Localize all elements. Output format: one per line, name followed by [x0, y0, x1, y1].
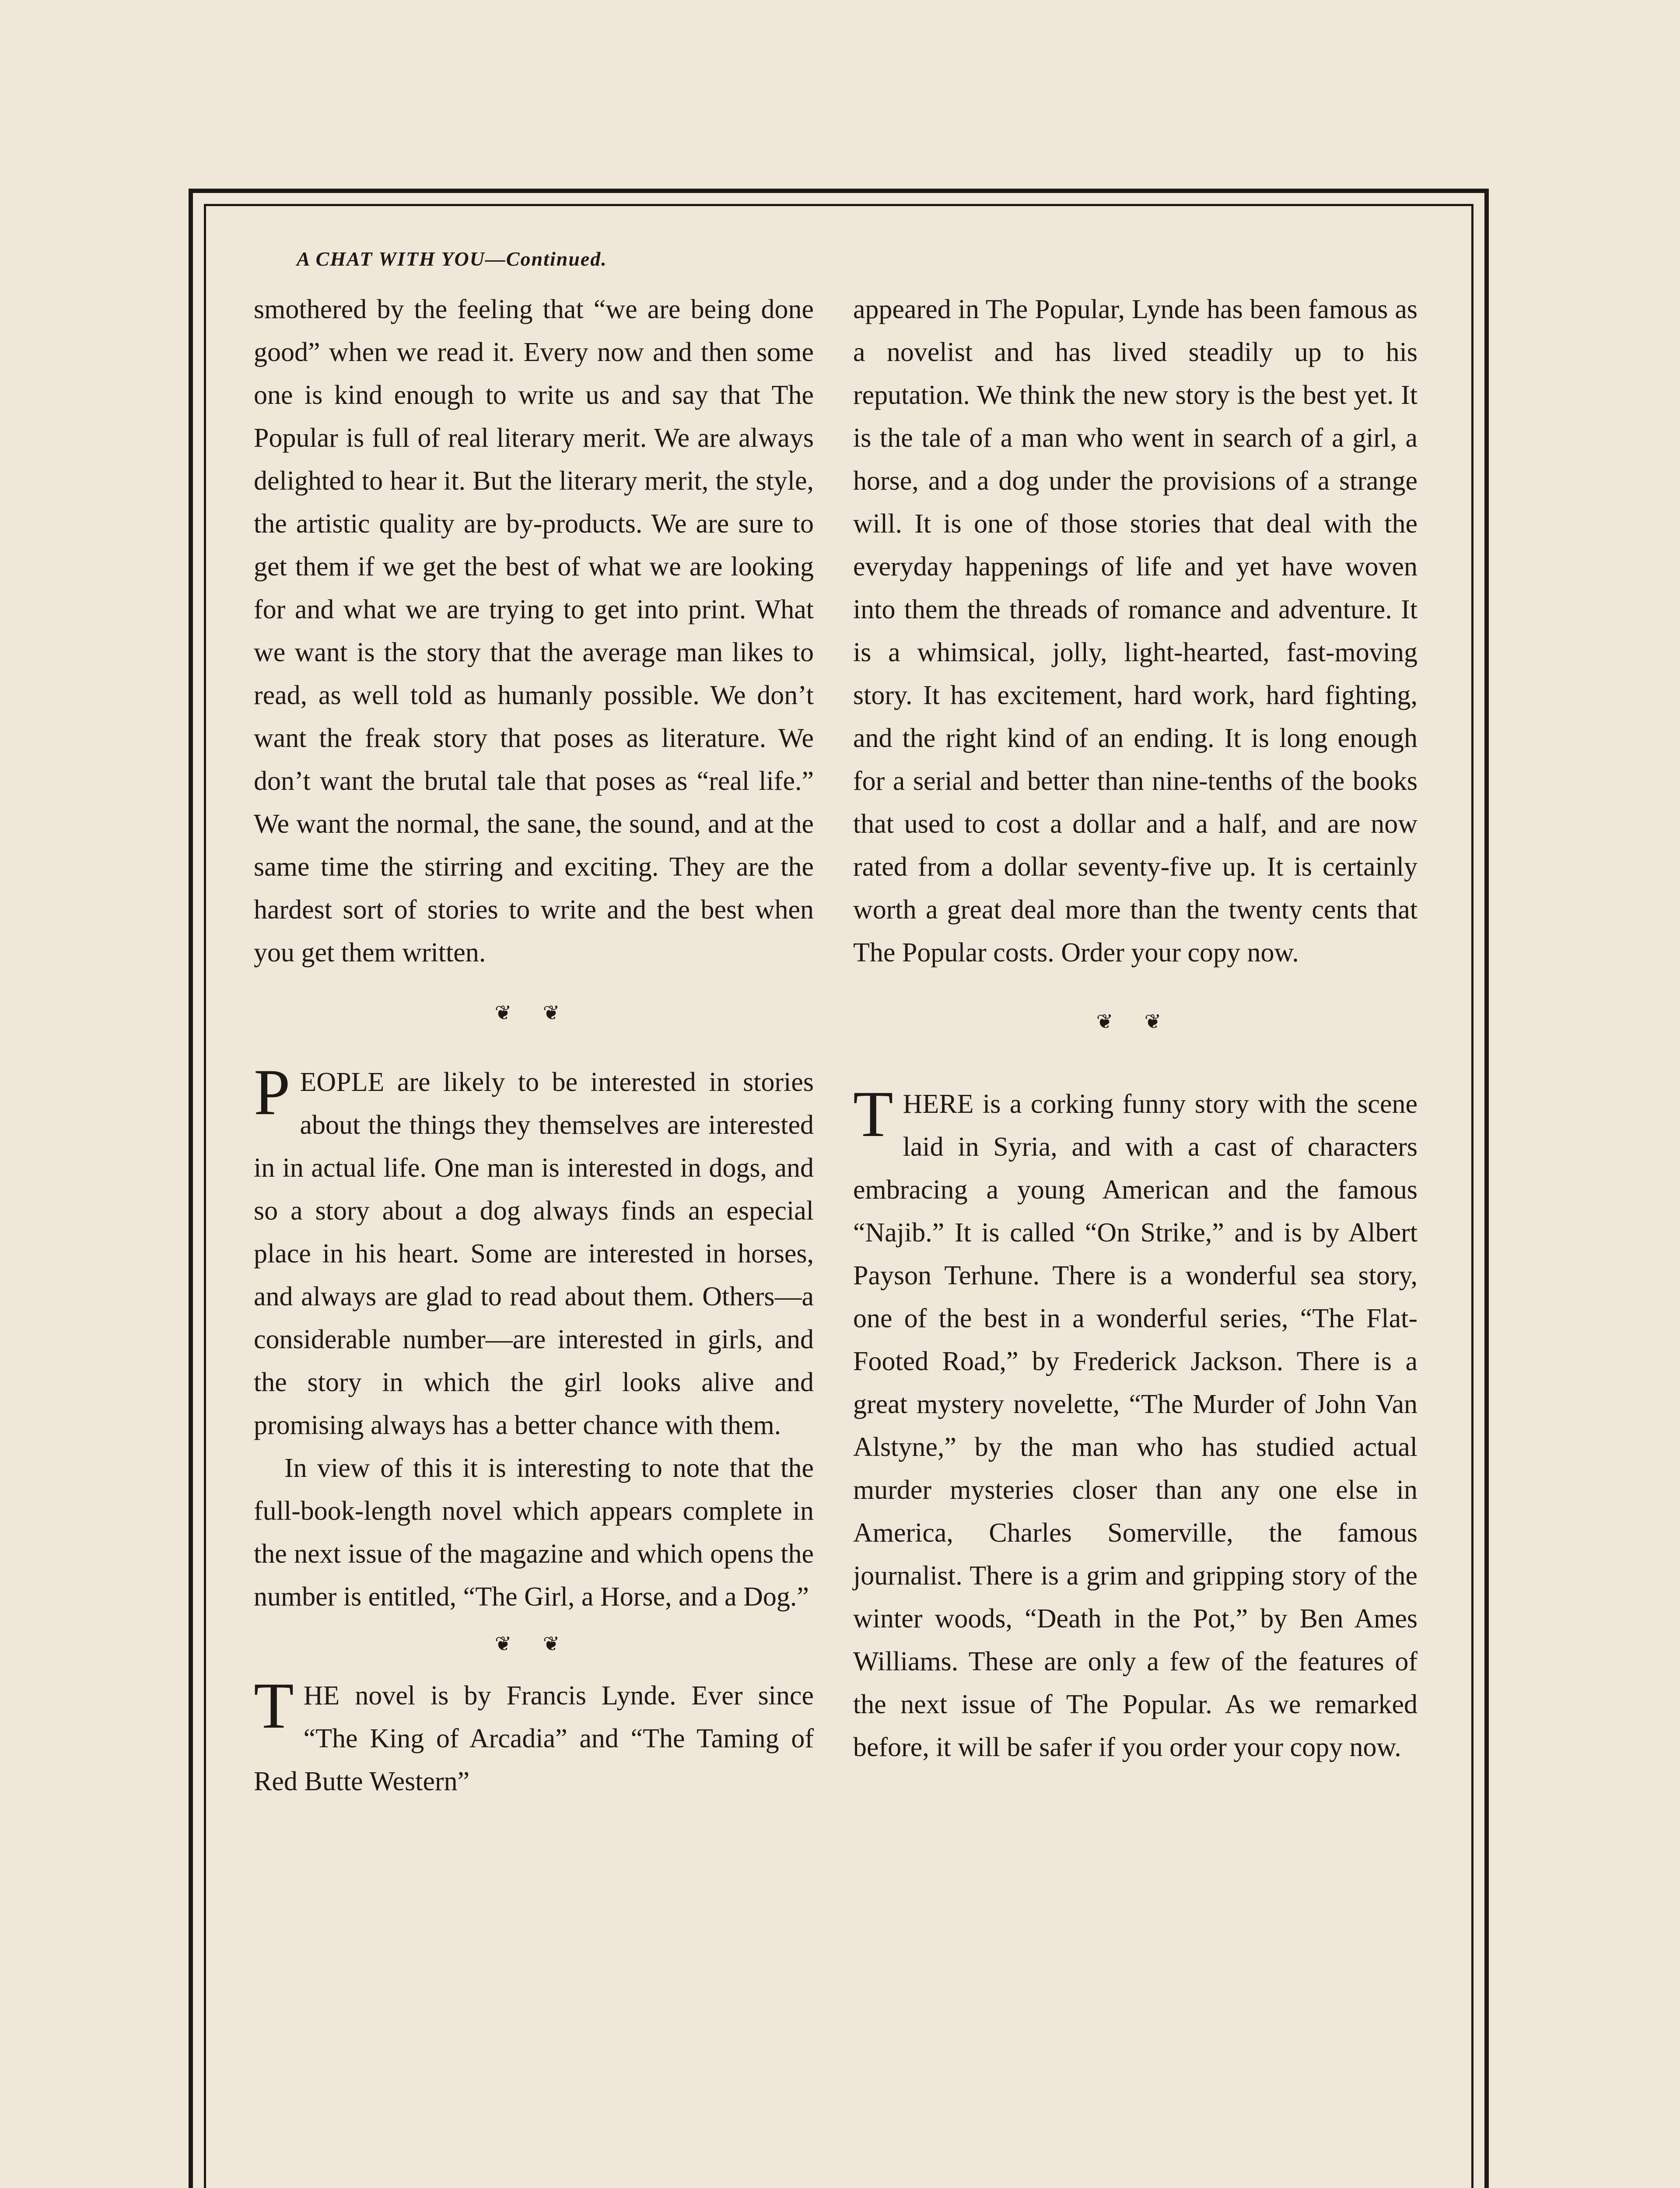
ornament-divider: ❦ ❦ — [494, 1002, 573, 1024]
drop-cap: T — [853, 1078, 893, 1150]
paragraph-text: EOPLE are likely to be interested in stories about the things they themselves are interested in in actual life. One man is interested in dogs, and so a story about a dog always finds an especial place in his heart. Some are interested in horses, and always are glad to read about them. Others—a considerable number—are interested in girls, and the story in which the girl looks alive and promising always has a better chance with them. — [254, 1067, 814, 1440]
paragraph-text: HE novel is by Francis Lynde. Ever since “The King of Arcadia” and “The Taming of Red Butte Western” — [254, 1681, 814, 1796]
section-header: A CHAT WITH YOU—Continued. — [297, 248, 607, 270]
ornament-divider: ❦ ❦ — [494, 1633, 573, 1655]
paragraph-text: HERE is a corking funny story with the scene laid in Syria, and with a cast of characters embracing a young American and the famous “Najib.” It is called “On Strike,” and is by Albert Payson Terhune. There is a wonderful sea story, one of the best in a wonderful series, “The Flat-Footed Road,” by Frederick Jackson. There is a great mystery novelette, “The Murder of John Van Alstyne,” by the man who has studied actual murder mysteries closer than any one else in America, Charles Somerville, the famous journalist. There is a grim and gripping story of the winter woods, “Death in the Pot,” by Ben Ames Williams. These are only a few of the features of the next issue of The Popular. As we remarked before, it will be safer if you order your copy now. — [853, 1089, 1418, 1762]
drop-cap: P — [254, 1056, 290, 1129]
drop-cap: T — [254, 1669, 294, 1742]
paragraph — [853, 1078, 1418, 1769]
right-column — [853, 288, 1418, 1769]
left-column — [254, 288, 814, 1803]
paragraph: In view of this it is interesting to note that the full-book-length novel which appears complete in the next issue of the magazine and which opens the number is entitled, “The Girl, a Horse, and a Dog.” — [254, 1453, 814, 1612]
paragraph — [254, 1669, 814, 1803]
ornament-divider: ❦ ❦ — [1096, 1010, 1175, 1033]
paragraph: smothered by the feeling that “we are being done good” when we read it. Every now and then some one is kind enough to write us and say that The Popular is full of real literary merit. We are always delighted to hear it. But the literary merit, the style, the artistic quality are by-products. We are sure to get them if we get the best of what we are looking for and what we are trying to get into print. What we want is the story that the average man likes to read, as well told as humanly possible. We don’t want the freak story that poses as literature. We don’t want the brutal tale that poses as “real life.” We want the normal, the sane, the sound, and at the same time the stirring and exciting. They are the hardest sort of stories to write and the best when you get them written. — [254, 295, 814, 968]
paragraph: appeared in The Popular, Lynde has been famous as a novelist and has lived steadily up to his reputation. We think the new story is the best yet. It is the tale of a man who went in search of a girl, a horse, and a dog under the provisions of a strange will. It is one of those stories that deal with the everyday happenings of life and yet have woven into them the threads of romance and adventure. It is a whimsical, jolly, light-hearted, fast-moving story. It has excitement, hard work, hard fighting, and the right kind of an ending. It is long enough for a serial and better than nine-tenths of the books that used to cost a dollar and a half, and are now rated from a dollar seventy-five up. It is certainly worth a great deal more than the twenty cents that The Popular costs. Order your copy now. — [853, 295, 1418, 968]
paragraph — [254, 1056, 814, 1447]
